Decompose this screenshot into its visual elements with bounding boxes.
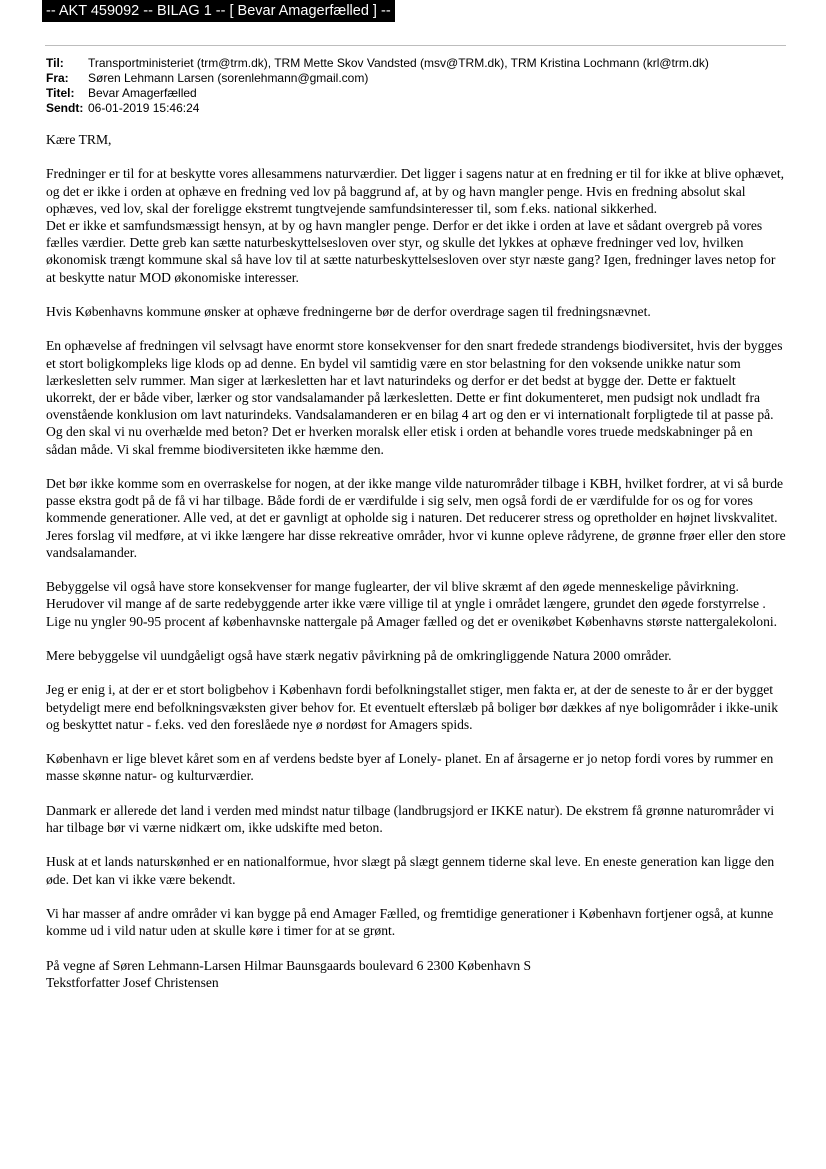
header-row-title xyxy=(46,86,806,101)
header-label: Titel: xyxy=(46,86,75,100)
email-headers xyxy=(46,56,806,116)
signature-line: På vegne af Søren Lehmann-Larsen Hilmar Baunsgaards boulevard 6 2300 København S xyxy=(46,957,532,973)
header-row-to xyxy=(46,56,806,71)
header-row-from xyxy=(46,71,806,86)
header-label: Fra: xyxy=(46,71,69,85)
signature-line: Tekstforfatter Josef Christensen xyxy=(46,974,219,990)
paragraph: København er lige blevet kåret som en af verdens bedste byer af Lonely- planet. En af årsagerne er jo netop fordi vores by rummer en masse skønne natur- og kulturværdier. xyxy=(46,751,774,784)
paragraph: Vi har masser af andre områder vi kan bygge på end Amager Fælled, og fremtidige generationer i København fortjener også, at kunne komme ud i vild natur uden at skulle køre i timer for at se grønt. xyxy=(46,905,774,939)
header-row-sent xyxy=(46,101,806,116)
paragraph: Jeg er enig i, at der er et stort boligbehov i København fordi befolkningstallet stiger, men fakta er, at der de seneste to år er der bygget betydeligt mere end befolkningsvæksten giver behov for. Et eventuelt efterslæb på boliger bør dækkes af nye boligområder i ikke-unik og beskyttet natur - f.eks. ved den foreslåede nye ø nordøst for Amagers spids. xyxy=(46,682,778,732)
paragraph: Fredninger er til for at beskytte vores allesammens naturværdier. Det ligger i sagens natur at en fredning er til for ikke at blive ophævet, og det er ikke i orden at ophæve en fredning ved lov på baggrund af, at by og havn mangler penge. Hvis en fredning absolut skal ophæves, ved lov, skal der foreligge ekstremt tungtvejende samfundsinteresser til, som f.eks. national sikkerhed. Det er ikke et samfundsmæssigt hensyn, at by og havn mangler penge. Derfor er det ikke i orden at lave et sådant overgreb på vores fælles værdier. Dette greb kan sætte naturbeskyttelsesloven over styr, og skulle det lykkes at ophæve fredninger ved lov, hvilken økonomisk trængt kommune skal så have lov til at sætte naturbeskyttelsesloven over styr næste gang? Igen, fredninger laves netop for at beskytte natur MOD økonomiske interesser. xyxy=(46,166,784,285)
greeting: Kære TRM, xyxy=(46,132,112,147)
header-value-title: Bevar Amagerfælled xyxy=(88,86,197,100)
header-label: Til: xyxy=(46,56,64,70)
header-label: Sendt: xyxy=(46,101,84,115)
paragraph: Husk at et lands naturskønhed er en nationalformue, hvor slægt på slægt gennem tiderne skal leve. En eneste generation kan ligge den øde. Det kan vi ikke være bekendt. xyxy=(46,854,775,887)
header-divider xyxy=(45,45,786,46)
paragraph: Bebyggelse vil også have store konsekvenser for mange fuglearter, der vil blive skræmt af den øgede menneskelige påvirkning. Herudover vil mange af de sarte redebyggende arter ikke være villige til at yngle i området længere, grundet den øgede forstyrrelse . Lige nu yngler 90-95 procent af københavnske nattergale på Amager fælled og det er ovenikøbet Københavns største nattergalekoloni. xyxy=(46,579,778,629)
header-value-to: Transportministeriet (trm@trm.dk), TRM Mette Skov Vandsted (msv@TRM.dk), TRM Kristina Lochmann (krl@trm.dk) xyxy=(88,56,709,70)
header-value-sent: 06-01-2019 15:46:24 xyxy=(88,101,200,115)
header-value-from: Søren Lehmann Larsen (sorenlehmann@gmail.com) xyxy=(88,71,369,85)
paragraph: Mere bebyggelse vil uundgåeligt også have stærk negativ påvirkning på de omkringliggende Natura 2000 områder. xyxy=(46,648,672,663)
paragraph: Det bør ikke komme som en overraskelse for nogen, at der ikke mange vilde naturområder tilbage i KBH, hvilket fordrer, at vi så burde passe ekstra godt på de få vi har tilbage. Både fordi de er værdifulde i sig selv, men også fordi de er værdifulde for os og for vores kommende generationer. Alle ved, at det er gavnligt at opholde sig i naturen. Det reducerer stress og opretholder en højnet livskvalitet. Jeres forslag vil medføre, at vi ikke længere har disse rekreative områder, hvor vi kunne opleve rådyrene, de grønne frøer eller den store vandsalamander. xyxy=(46,476,786,560)
paragraph: Hvis Københavns kommune ønsker at ophæve fredningerne bør de derfor overdrage sagen til fredningsnævnet. xyxy=(46,304,651,319)
paragraph: Danmark er allerede det land i verden med mindst natur tilbage (landbrugsjord er IKKE natur). De ekstrem få grønne naturområder vi har tilbage bør vi værne nidkært om, ikke udskifte med beton. xyxy=(46,802,775,835)
document-banner: -- AKT 459092 -- BILAG 1 -- [ Bevar Amagerfælled ] -- xyxy=(42,0,395,22)
letter-body xyxy=(46,131,786,991)
paragraph: En ophævelse af fredningen vil selvsagt have enormt store konsekvenser for den snart fredede strandengs biodiversitet, hvis der bygges et stort boligkompleks lige klods op ad denne. En bydel vil samtidig være en stor belastning for den voksende unikke natur som lærkesletten selv rummer. Man siger at lærkesletten har et lavt naturindeks og derfor er det bedst at bygge der. Dette er faktuelt ukorrekt, der er både viber, lærker og stor vandsalamander på lærkesletten. Dette er fint dokumenteret, men pudsigt nok undladt fra ovenstående konklusion om lavt naturindeks. Vandsalamanderen er en bilag 4 art og den er vi internationalt forpligtede til at passe på. Og den skal vi nu overhælde med beton? Det er hverken moralsk eller etisk i orden at behandle vores truede medskabninger på en sådan måde. Vi skal fremme biodiversiteten ikke hæmme den. xyxy=(46,338,783,457)
